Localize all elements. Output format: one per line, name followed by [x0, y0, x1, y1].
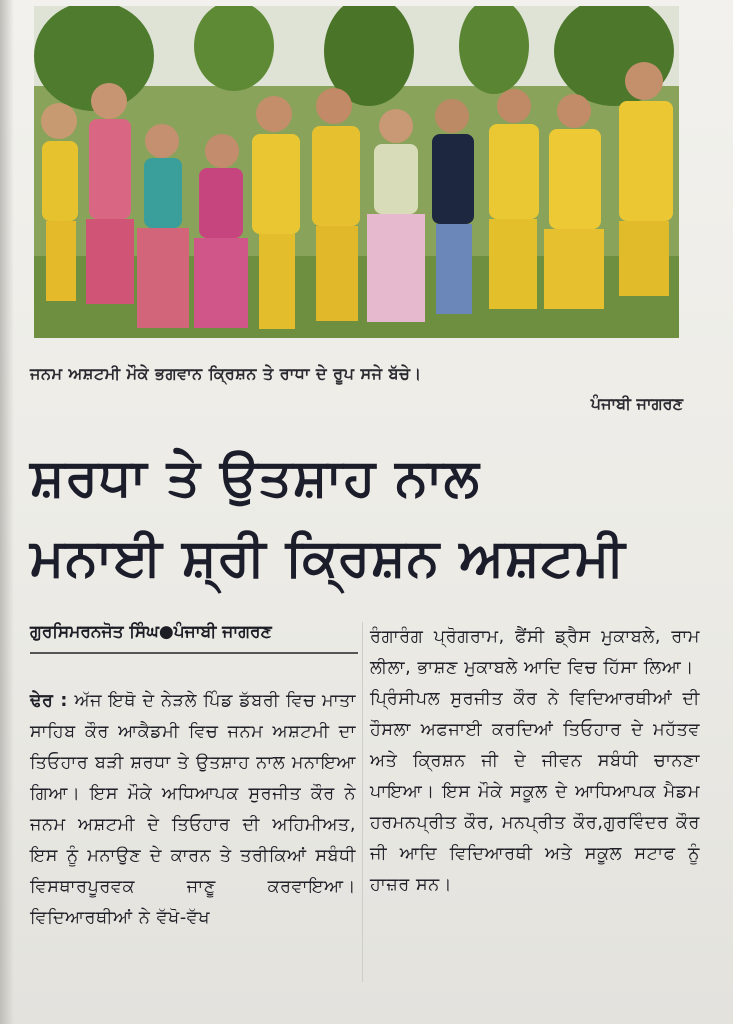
article-text-left: ਅੱਜ ਇਥੋ ਦੇ ਨੇੜਲੇ ਪਿੰਡ ਡੱਬਰੀ ਵਿਚ ਮਾਤਾ ਸਾਹਿਬ ਕੌਰ ਆਕੈਡਮੀ ਵਿਚ ਜਨਮ ਅਸ਼ਟਮੀ ਦਾ ਤਿਓਹਾਰ ਬੜੀ ਸ਼ਰਧਾ ਤੇ ਉਤਸ਼ਾਹ ਨਾਲ ਮਨਾਇਆ ਗਿਆ। ਇਸ ਮੌਕੇ ਅਧਿਆਪਕ ਸੁਰਜੀਤ ਕੌਰ ਨੇ ਜਨਮ ਅਸ਼ਟਮੀ ਦੇ ਤਿਓਹਾਰ ਦੀ ਅਹਿਮੀਅਤ, ਇਸ ਨੂੰ ਮਨਾਉਣ ਦੇ ਕਾਰਨ ਤੇ ਤਰੀਕਿਆਂ ਸਬੰਧੀ ਵਿਸਥਾਰਪੂਰਵਕ ਜਾਣੂ ਕਰਵਾਇਆ। ਵਿਦਿਆਰਥੀਆਂ ਨੇ ਵੱਖੋ-ਵੱਖ	[30, 691, 356, 928]
dateline: ਢੇਰ :	[30, 691, 69, 711]
photo-credit: ਪੰਜਾਬੀ ਜਾਗਰਣ	[590, 394, 683, 413]
article-paragraph-3: ਪ੍ਰਿੰਸੀਪਲ ਸੁਰਜੀਤ ਕੌਰ ਨੇ ਵਿਦਿਆਰਥੀਆਂ ਦੀ ਹੌਸਲਾ ਅਫਜਾਈ ਕਰਦਿਆਂ ਤਿਓਹਾਰ ਦੇ ਮਹੱਤਵ ਅਤੇ ਕ੍ਰਿਸ਼ਨ ਜੀ ਦੇ ਜੀਵਨ ਸਬੰਧੀ ਚਾਨਣਾ ਪਾਇਆ। ਇਸ ਮੌਕੇ ਸਕੂਲ ਦੇ ਆਧਿਆਪਕ ਮੈਡਮ ਹਰਮਨਪ੍ਰੀਤ ਕੌਰ, ਮਨਪ੍ਰੀਤ ਕੌਰ,ਗੁਰਵਿੰਦਰ ਕੌਰ ਜੀ ਆਦਿ ਵਿਦਿਆਰਥੀ ਅਤੇ ਸਕੂਲ ਸਟਾਫ ਨੂੰ ਹਾਜ਼ਰ ਸਨ।	[370, 689, 700, 895]
article-body-left	[30, 686, 356, 934]
headline-line-1: ਸ਼ਰਧਾ ਤੇ ਉਤਸ਼ਾਹ ਨਾਲ	[30, 448, 480, 508]
news-photo	[34, 6, 679, 338]
headline	[30, 438, 710, 598]
article-body-right	[370, 622, 700, 901]
photo-caption: ਜਨਮ ਅਸ਼ਟਮੀ ਮੌਕੇ ਭਗਵਾਨ ਕ੍ਰਿਸ਼ਨ ਤੇ ਰਾਧਾ ਦੇ ਰੂਪ ਸਜੇ ਬੱਚੇ।	[30, 364, 422, 383]
headline-line-2: ਮਨਾਈ ਸ਼੍ਰੀ ਕ੍ਰਿਸ਼ਨ ਅਸ਼ਟਮੀ	[30, 528, 626, 588]
article-paragraph-1	[30, 686, 356, 934]
page-edge-shadow	[0, 0, 14, 1024]
article-paragraph-2: ਰੰਗਾਰੰਗ ਪ੍ਰੋਗਰਾਮ, ਫੈਂਸੀ ਡ੍ਰੈਸ ਮੁਕਾਬਲੇ, ਰਾਮ ਲੀਲਾ, ਭਾਸ਼ਣ ਮੁਕਾਬਲੇ ਆਦਿ ਵਿਚ ਹਿੱਸਾ ਲਿਆ।	[370, 627, 700, 678]
children-group-photo	[34, 6, 679, 338]
column-divider	[362, 622, 363, 982]
byline: ਗੁਰਸਿਮਰਨਜੋਤ ਸਿੰਘ●ਪੰਜਾਬੀ ਜਾਗਰਣ	[30, 622, 358, 654]
